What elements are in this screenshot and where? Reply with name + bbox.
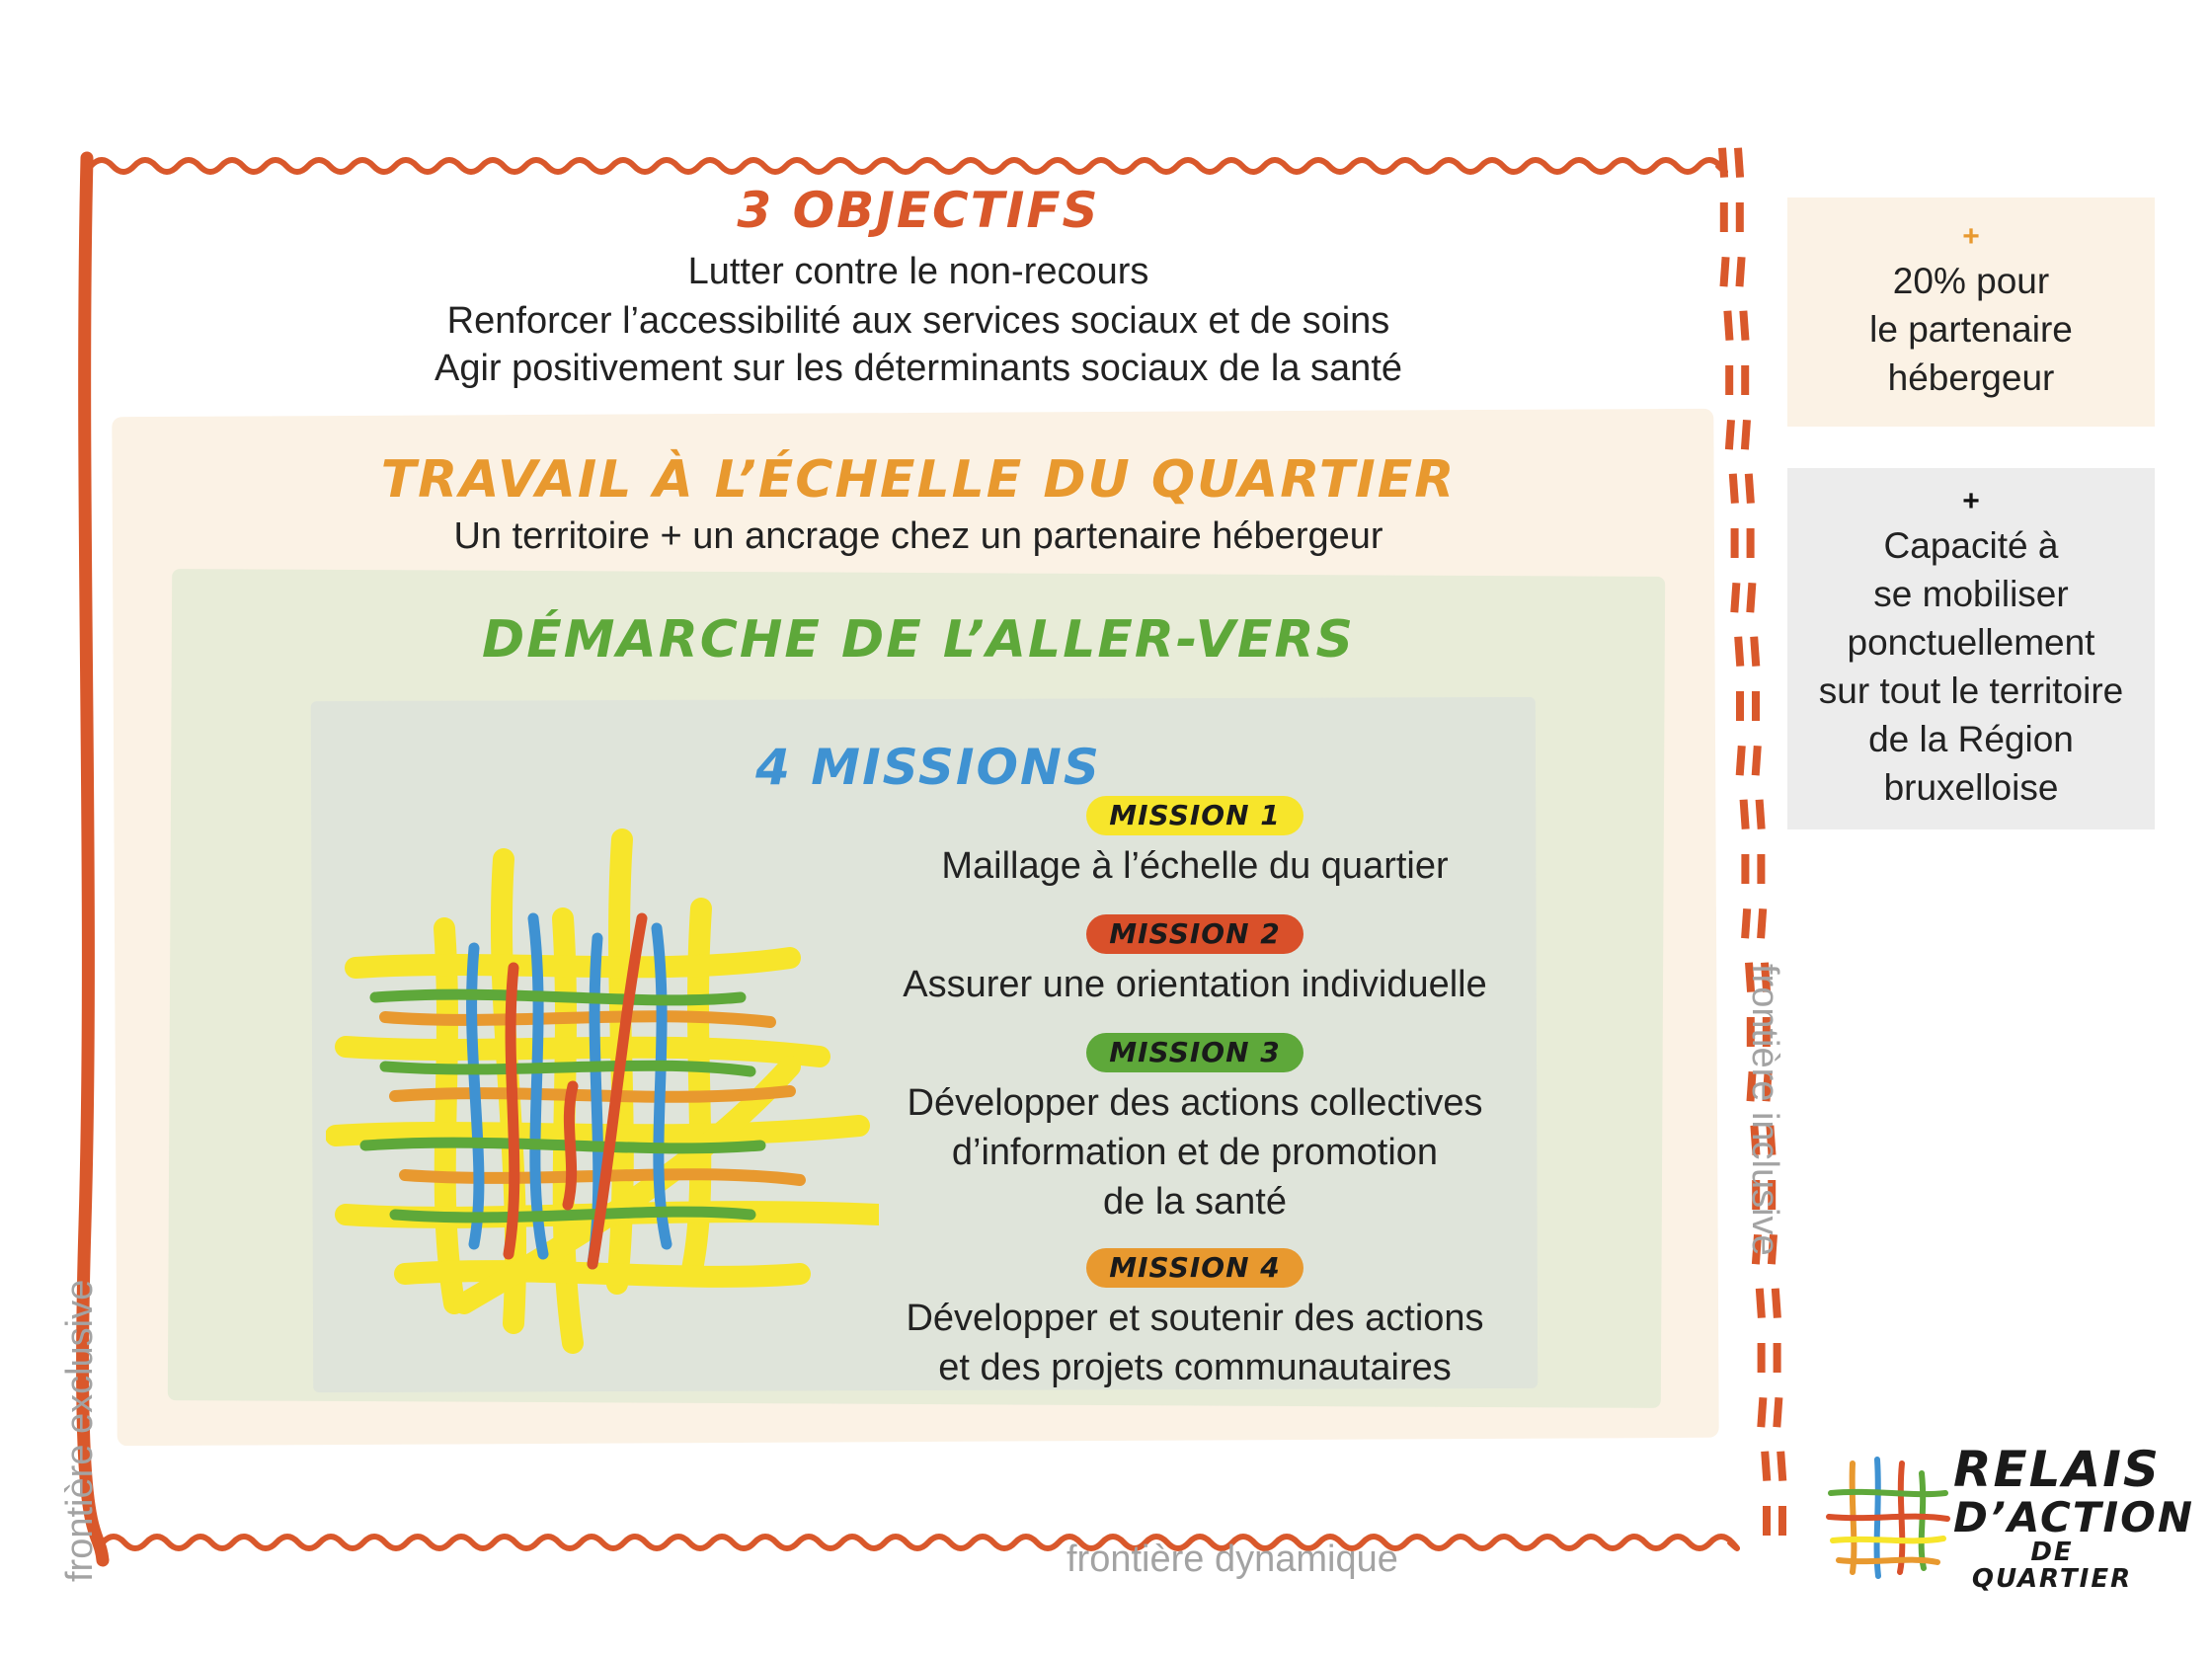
frontier-inclusive-label: frontière inclusive xyxy=(1744,964,1785,1256)
dash-mark xyxy=(1736,257,1746,286)
objectif-line-2: Renforcer l’accessibilité aux services sociaux et de soins xyxy=(446,300,1390,342)
inclusive-dashed-border xyxy=(1718,147,1786,1536)
dash-mark xyxy=(1736,746,1746,775)
side-box-1-line-3: hébergeur xyxy=(1887,357,2055,398)
dash-mark xyxy=(1763,1506,1771,1536)
missions-title: 4 MISSIONS xyxy=(755,739,1101,796)
dash-mark xyxy=(1752,746,1762,775)
side-box-host-partner xyxy=(1787,197,2155,427)
dash-mark xyxy=(1757,854,1765,884)
dash-mark xyxy=(1761,1451,1771,1480)
logo-line-2: D’ACTION xyxy=(1953,1492,2194,1541)
wavy-bottom-border xyxy=(103,1537,1737,1548)
objectifs-title: 3 OBJECTIFS xyxy=(737,182,1100,239)
dash-mark xyxy=(1778,1506,1786,1536)
dash-mark xyxy=(1730,583,1740,612)
dash-mark xyxy=(1725,420,1735,449)
relais-logo-icon xyxy=(1823,1454,1951,1582)
dash-mark xyxy=(1756,799,1766,828)
dash-mark xyxy=(1752,691,1760,721)
dash-mark xyxy=(1720,257,1730,286)
plus-icon: + xyxy=(1962,220,1980,253)
dash-mark xyxy=(1745,473,1755,503)
mission-3-line-2: d’information et de promotion xyxy=(951,1132,1439,1173)
dash-mark xyxy=(1731,528,1739,558)
dash-mark xyxy=(1736,202,1744,232)
mission-2-line-1: Assurer une orientation individuelle xyxy=(903,964,1487,1005)
mission-2-text xyxy=(849,960,1540,1009)
mission-badge-2: MISSION 2 xyxy=(1086,914,1304,954)
dash-mark xyxy=(1756,1288,1766,1317)
dash-mark xyxy=(1739,310,1749,340)
mission-3-line-1: Développer des actions collectives xyxy=(907,1082,1483,1124)
side-box-2-line-1: Capacité à xyxy=(1883,525,2059,566)
dash-mark xyxy=(1757,1397,1767,1427)
mission-3-text xyxy=(849,1078,1540,1226)
dash-mark xyxy=(1746,583,1756,612)
dash-mark xyxy=(1723,310,1733,340)
mission-badge-4: MISSION 4 xyxy=(1086,1248,1304,1288)
wavy-top-border xyxy=(91,160,1725,172)
dash-mark xyxy=(1750,636,1760,666)
dash-mark xyxy=(1747,528,1755,558)
quartier-description: Un territoire + un ancrage chez un partenaire hébergeur xyxy=(453,515,1383,557)
mission-4-line-2: et des projets communautaires xyxy=(938,1347,1452,1388)
dash-mark xyxy=(1777,1451,1786,1480)
dash-mark xyxy=(1772,1288,1781,1317)
relais-logo-text xyxy=(1953,1441,2194,1594)
dash-mark xyxy=(1729,473,1739,503)
logo-line-3: DE QUARTIER xyxy=(1971,1537,2133,1594)
dash-mark xyxy=(1734,636,1744,666)
aller-vers-title: DÉMARCHE DE L’ALLER-VERS xyxy=(482,610,1355,670)
frontier-dynamic-label: frontière dynamique xyxy=(1066,1539,1398,1580)
dash-mark xyxy=(1773,1397,1782,1427)
dash-mark xyxy=(1741,365,1749,395)
side-box-2-line-5: de la Région xyxy=(1868,719,2074,759)
side-box-1-line-1: 20% pour xyxy=(1892,261,2050,301)
mission-badge-3: MISSION 3 xyxy=(1086,1033,1304,1072)
side-box-mobilisation xyxy=(1787,468,2155,829)
side-box-2-line-2: se mobiliser xyxy=(1873,574,2069,614)
side-box-2-line-4: sur tout le territoire xyxy=(1818,671,2124,711)
side-box-2-line-6: bruxelloise xyxy=(1883,767,2059,808)
mission-4-text xyxy=(849,1294,1540,1392)
mission-3-line-3: de la santé xyxy=(1103,1181,1287,1223)
dash-mark xyxy=(1736,691,1744,721)
mission-1-text xyxy=(849,841,1540,891)
objectif-line-1: Lutter contre le non-recours xyxy=(687,251,1149,292)
dash-mark xyxy=(1757,908,1767,938)
mission-badge-1: MISSION 1 xyxy=(1086,796,1304,835)
dash-mark xyxy=(1725,365,1733,395)
mission-1-line-1: Maillage à l’échelle du quartier xyxy=(941,845,1449,887)
dash-mark xyxy=(1720,202,1728,232)
side-box-2-line-3: ponctuellement xyxy=(1847,622,2095,663)
side-box-1-line-2: le partenaire xyxy=(1869,309,2073,350)
dash-mark xyxy=(1741,854,1749,884)
mission-4-line-1: Développer et soutenir des actions xyxy=(906,1298,1484,1339)
quartier-title: TRAVAIL À L’ÉCHELLE DU QUARTIER xyxy=(380,450,1457,510)
plus-icon: + xyxy=(1962,485,1980,517)
dash-mark xyxy=(1718,147,1728,177)
dash-mark xyxy=(1740,799,1750,828)
dash-mark xyxy=(1741,908,1751,938)
dash-mark xyxy=(1758,1343,1766,1373)
logo-line-1: RELAIS xyxy=(1953,1441,2161,1498)
dash-mark xyxy=(1734,147,1744,177)
dash-mark xyxy=(1774,1343,1781,1373)
woven-network-illustration xyxy=(326,810,879,1382)
dash-mark xyxy=(1741,420,1751,449)
objectif-line-3: Agir positivement sur les déterminants sociaux de la santé xyxy=(434,348,1403,389)
frontier-exclusive-label: frontière exclusive xyxy=(59,1279,101,1582)
